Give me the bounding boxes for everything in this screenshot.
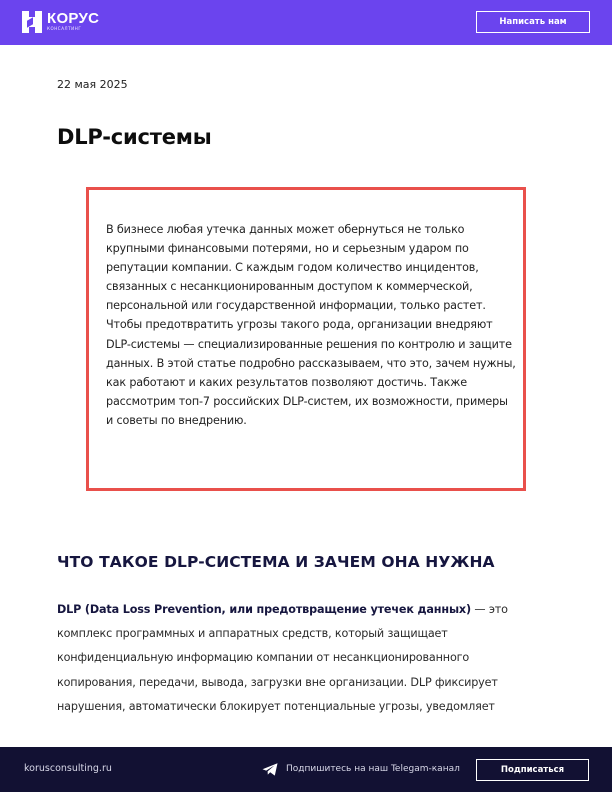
intro-text: В бизнесе любая утечка данных может обернуться не только крупными финансовыми потерями, но и серьезным ударом по репутации компании. С каждым годом количество инцидентов, связанных с несанкционированным доступом к коммерческой, персональной или государственной информации, только растет. Чтобы предотвратить угрозы такого рода, организации внедряют DLP-системы — специализированные решения по контролю и защите данных. В этой статье подробно рассказываем, что это, зачем нужны, как работают и каких результатов позволяют достичь. Также рассмотрим топ-7 российских DLP-систем, их возможности, примеры и советы по внедрению. (106, 223, 516, 427)
subscribe-button[interactable]: Подписаться (476, 759, 589, 781)
page-title: DLP-системы (57, 125, 212, 149)
section-body (57, 598, 547, 719)
korus-logo[interactable] (22, 11, 99, 33)
telegram-promo-text[interactable]: Подпишитесь на наш Telegam-канал (286, 764, 460, 774)
definition-text: — это комплекс программных и аппаратных средств, который защищает конфиденциальную информацию компании от несанкционированного копирования, передачи, вывода, загрузки вне организации. DLP фиксирует нарушения, автоматически блокирует потенциальные угрозы, уведомляет (57, 603, 508, 713)
telegram-icon (262, 763, 278, 776)
section-heading: ЧТО ТАКОЕ DLP-СИСТЕМА И ЗАЧЕМ ОНА НУЖНА (57, 553, 495, 571)
top-header (0, 0, 612, 45)
logo-text (47, 11, 99, 32)
write-us-button[interactable]: Написать нам (476, 11, 590, 33)
korus-logo-icon (22, 11, 42, 33)
logo-subtitle: КОНСАЛТИНГ (47, 26, 82, 31)
intro-highlight-box (86, 187, 526, 491)
logo-title: КОРУС (47, 10, 100, 27)
bottom-footer (0, 747, 612, 792)
article-date: 22 мая 2025 (57, 78, 128, 91)
definition-term: DLP (Data Loss Prevention, или предотвращение утечек данных) (57, 603, 471, 616)
site-link[interactable]: korusconsulting.ru (24, 763, 112, 774)
